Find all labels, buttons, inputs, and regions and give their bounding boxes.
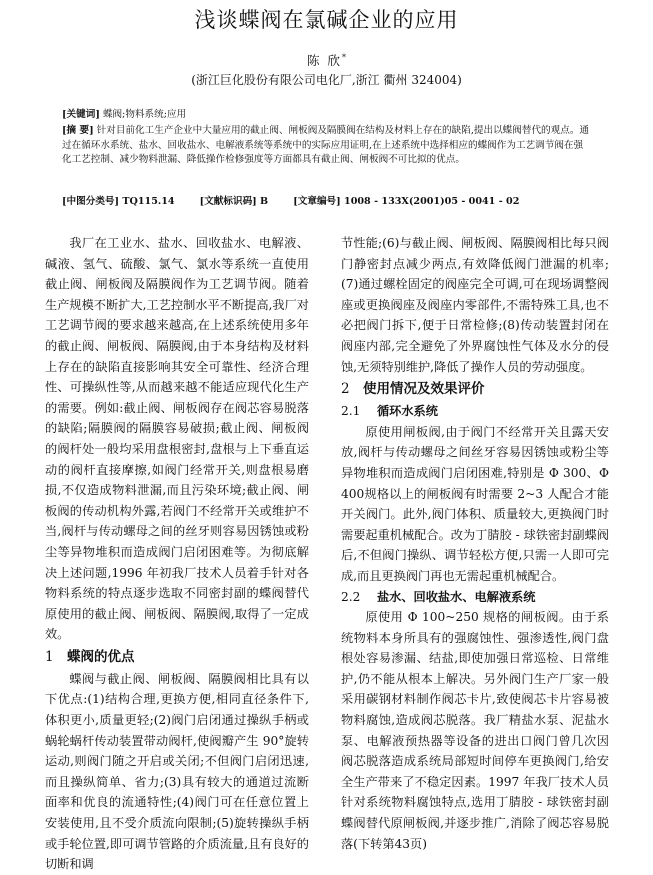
abstract-text: 针对目前化工生产企业中大量应用的截止阀、闸板阀及隔膜阀在结构及材料上存在的缺陷,提出以蝶阀替代的观点。通过在循环水系统、盐水、回收盐水、电解液系统等系统中的实际应用证明,在上述系统中选择相应的蝶阀作为工艺调节阀在强化工艺控制、减少物料泄漏、降低操作检修强度等方面都具有截止阀、闸板阀不可比拟的优点。 — [62, 125, 590, 166]
subsection-2-1-number: 2.1 — [341, 404, 361, 419]
document-code: [文献标识码] B — [199, 196, 269, 207]
subsection-2-1-paragraph: 原使用闸板阀,由于阀门不经常开关且露天安放,阀杆与传动螺母之间丝牙容易因锈蚀或粉尘等异物堆积而造成阀门启闭困难,特别是 Φ 300、Φ 400规格以上的闸板阀有时需要 2~3 人配合才能开关阀门。此外,阀门体积、质量较大,更换阀门时需要起重机械配合。改为丁腈胶 - 球铁密封副蝶阀后,不但阀门操纵、调节轻松方便,只需一人即可完成,而且更换阀门再也无需起重机械配合。 — [341, 424, 609, 583]
section-2-heading — [341, 379, 609, 400]
subsection-2-2-paragraph: 原使用 Φ 100~250 规格的闸板阀。由于系统物料本身所具有的强腐蚀性、强渗透性,阀门盘根处容易渗漏、结盐,即使加强日常巡检、日常维护,仍不能从根本上解决。另外阀门生产厂家一般采用碳钢材料制作阀芯卡片,致使阀芯卡片容易被物料腐蚀,造成阀芯脱落。我厂精盐水泵、泥盐水泵、电解液预热器等设备的进出口阀门曾几次因阀芯脱落造成系统局部短时间停车更换阀门,给安全生产带来了不稳定因素。1997 年我厂技术人员针对系统物料腐蚀特点,选用丁腈胶 - 球铁密封副蝶阀替代原闸板阀,并逐步推广,消除了阀芯容易脱落(下转第43页) — [341, 610, 609, 851]
subsection-2-2-title: 盐水、回收盐水、电解液系统 — [377, 589, 536, 604]
abstract-label: [摘 要] — [62, 125, 94, 136]
section-1-paragraph: 蝶阀与截止阀、闸板阀、隔膜阀相比具有以下优点:(1)结构合理,更换方便,相同直径条件下,体积更小,质量更轻;(2)阀门启闭通过操纵手柄或蜗轮蜗杆传动装置带动阀杆,使阀瓣产生 90°旋转运动,则阀门随之开启或关闭;不但阀门启闭迅速,而且操纵简单、省力;(3)具有较大的通道过流断面率和优良的流通特性;(4)阀门可在任意位置上安装使用,且不受介质流向限制;(5)旋转操纵手柄或手轮位置,即可调节管路的介质流量,且有良好的切断和调 — [45, 671, 309, 872]
intro-paragraph: 我厂在工业水、盐水、回收盐水、电解液、碱液、氢气、硫酸、氯气、氯水等系统一直使用截止阀、闸板阀及隔膜阀作为工艺调节阀。随着生产规模不断扩大,工艺控制水平不断提高,我厂对工艺调节阀的要求越来越高,在上述系统使用多年的截止阀、闸板阀、隔膜阀,由于本身结构及材料上存在的缺陷直接影响其安全可靠性、经济合理性、可操纵性等,从而越来越不能适应现代化生产的需要。例如:截止阀、闸板阀存在阀芯容易脱落的缺陷;隔膜阀的隔膜容易破损;截止阀、闸板阀的阀杆处一般均采用盘根密封,盘根与上下垂直运动的阀杆直接摩擦,如阀门经常开关,则盘根易磨损,不仅造成物料泄漏,而且污染环境;截止阀、闸板阀的传动机构外露,若阀门不经常开关或维护不当,阀杆与传动螺母之间的丝牙则容易因锈蚀或粉尘等异物堆积而造成阀门启闭困难等。为彻底解决上述问题,1996 年初我厂技术人员着手针对各物料系统的特点逐步选取不同密封副的蝶阀替代原使用的截止阀、闸板阀、隔膜阀,取得了一定成效。 — [45, 236, 309, 642]
author-line — [0, 51, 653, 69]
class-number: [中图分类号] TQ115.14 — [62, 196, 175, 207]
section-2-title: 使用情况及效果评价 — [363, 381, 485, 398]
classification-line — [62, 195, 590, 210]
keywords-label: [关键词] — [62, 109, 100, 120]
section-1-continuation: 节性能;(6)与截止阀、闸板阀、隔膜阀相比每只阀门静密封点减少两点,有效降低阀门泄漏的机率;(7)通过螺栓固定的阀座完全可调,可在现场调整阀座或更换阀座及阀座内零部件,不需特殊工具,也不必把阀门拆下,便于日常检修;(8)传动装置封闭在阀座内部,完全避免了外界腐蚀性气体及水分的侵蚀,无须特别维护,降低了操作人员的劳动强度。 — [341, 236, 609, 374]
paper-title: 浅谈蝶阀在氯碱企业的应用 — [194, 8, 459, 32]
subsection-2-2-heading — [341, 587, 609, 608]
section-1-heading — [45, 647, 309, 668]
left-column — [45, 233, 309, 875]
subsection-2-1-title: 循环水系统 — [377, 404, 438, 419]
keywords-line — [62, 108, 590, 123]
subsection-2-2-number: 2.2 — [341, 589, 361, 604]
keywords-text: 蝶阀;物料系统;应用 — [102, 109, 187, 120]
author-name: 陈 欣 — [307, 53, 342, 68]
subsection-2-1-heading — [341, 401, 609, 422]
author-affiliation: (浙江巨化股份有限公司电化厂,浙江 衢州 324004) — [191, 73, 462, 87]
author-footnote-mark: * — [341, 52, 346, 62]
article-number: [文章编号] 1008 - 133X(2001)05 - 0041 - 02 — [293, 196, 520, 207]
section-1-number: 1 — [45, 648, 54, 665]
section-2-number: 2 — [341, 381, 350, 398]
section-1-title: 蝶阀的优点 — [67, 648, 135, 665]
right-column — [341, 233, 609, 854]
abstract-paragraph — [62, 124, 590, 168]
